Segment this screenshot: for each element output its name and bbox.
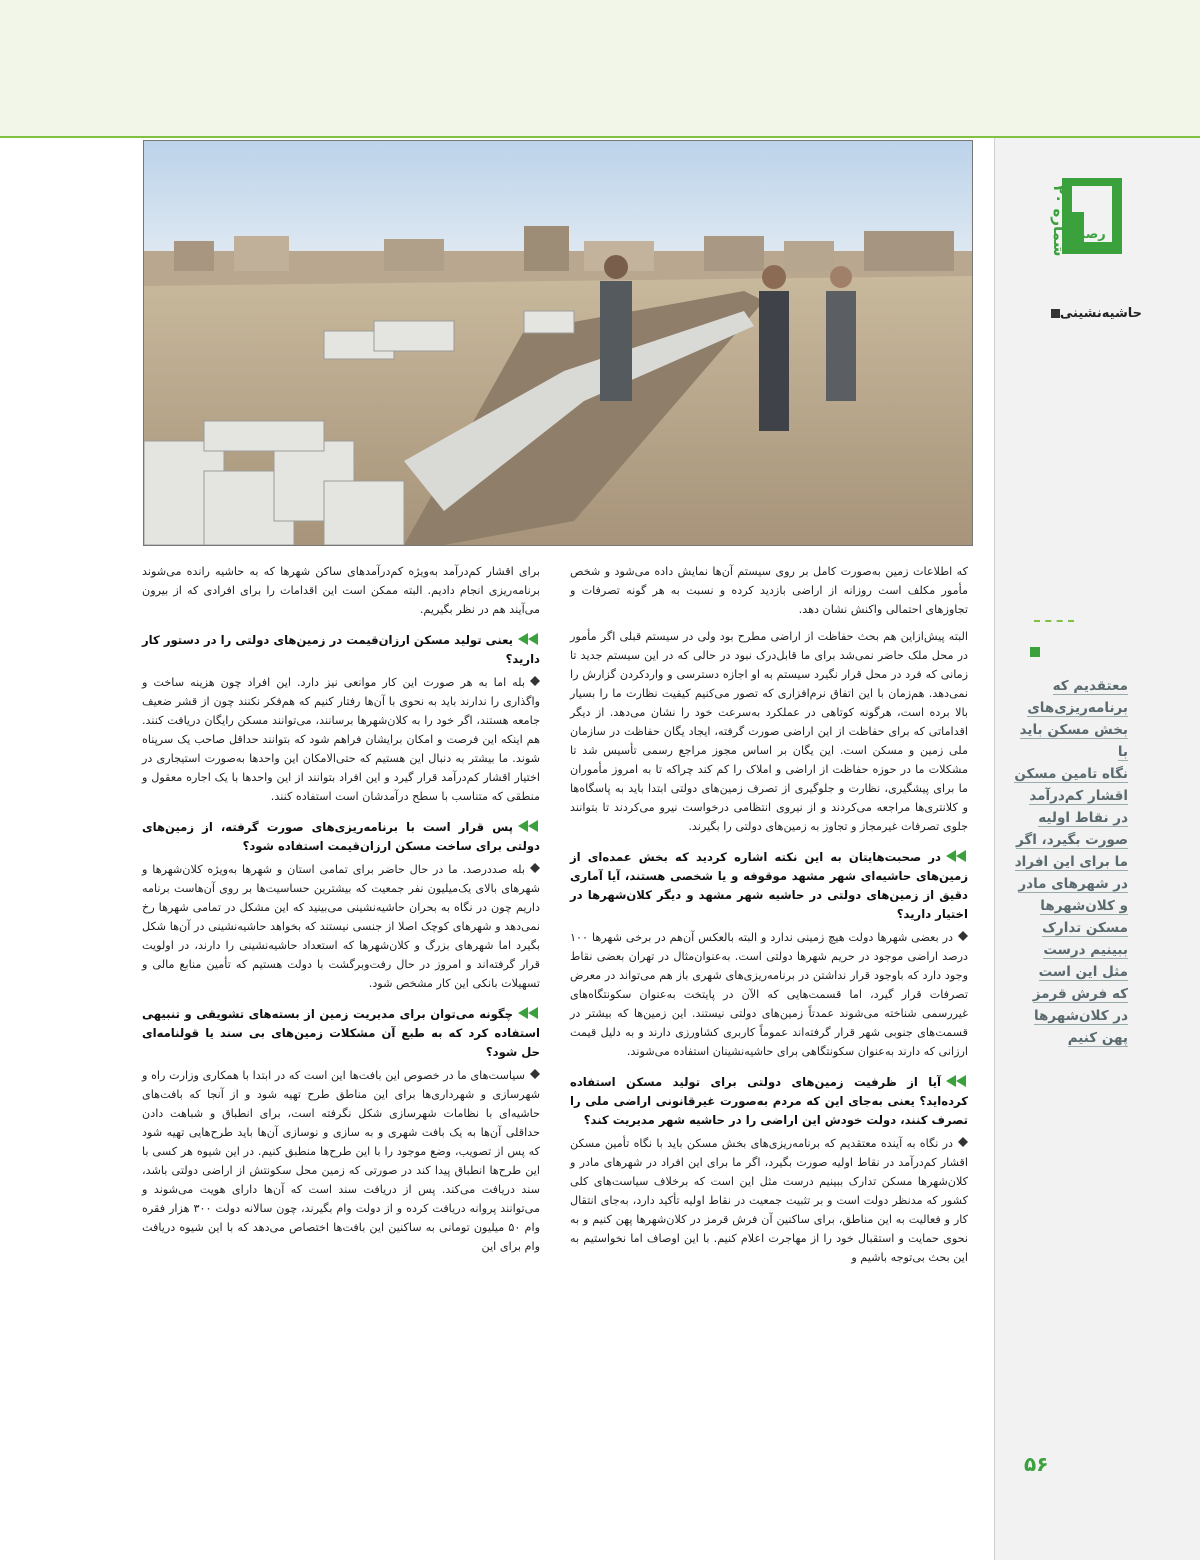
pull-quote-line: و کلان‌شهرها (1040, 898, 1128, 914)
square-bullet-icon (1030, 647, 1040, 657)
pull-quote-line: در نقاط اولیه (1038, 810, 1128, 826)
pull-quote-divider (1034, 620, 1074, 624)
paragraph: البته پیش‌ازاین هم بحث حفاظت از اراضی مطرح بود ولی در سیستم قبلی اگر مأمور در محل ملک حاضر نمی‌شد برای ما قابل‌درک نبود در حالی که در این سیستم جدید تا زمانی که فرد در محل قرار نگیرد سیستم به او اجازه دسترسی و وارد‌کردن گزارش را نمی‌دهد. هم‌زمان با این اتفاق نرم‌افزاری که تصور می‌کنیم کیفیت نظارت ما را بسیار بالا برده است، هرگونه کوتاهی در عملکرد به‌سرعت خود را نشان می‌دهد. از دیگر اقداماتی که برای حفاظت از این اراضی صورت گرفته، ایجاد یگان حفاظت در سازمان ملی زمین و مسکن است. این یگان بر اساس مجوز مراجع رسمی تأسیس شد تا مشکلات ما در حوزه حفاظت از اراضی و املاک را کم کند چراکه تا به امروز مأموران ما برای پیشگیری، نظارت و جلوگیری از تصرف زمین‌های دولتی ابتدا باید به پاسگاه‌ها و کلانتری‌ها مراجعه می‌کردند و از نیروی انتظامی درخواست نیرو می‌کردند تا بتوانند جلوی تصرفات غیرمجاز و تجاوز به زمین‌های دولتی را بگیرند. (570, 630, 968, 833)
paragraph: که اطلاعات زمین به‌صورت کامل بر روی سیستم آن‌ها نمایش داده می‌شود و شخص مأمور مکلف است روزانه از اراضی بازدید کرده و نسبت به هر گونه تصرفات و تجاوزهای احتمالی واکنش نشان دهد. (570, 565, 968, 616)
page-number: ۵۶ (1024, 1452, 1049, 1476)
interview-answer: سیاست‌های ما در خصوص این بافت‌ها این است که در ابتدا با همکاری وزارت راه و شهرسازی و شهرداری‌ها برای این مناطق طرح تهیه شود و از آنجا که بافت‌های حاشیه‌ای با نظامات شهرسازی شکل نگرفته است، برای انطباق و شباهت دادن حداقلی آن‌ها به یک بافت شهری و به سازی و نوسازی آن‌ها باید طرح‌هایی تهیه شود که پس از تصویب، وضع موجود را با این طرح‌ها منطبق کنیم. در این شیوه هر کسی با این طرح‌ها انطباق پیدا کند در صورتی که زمین محل سکونتش از اراضی دولتی باشد، سند دریافت می‌کند. پس از دریافت سند است که آن‌ها دارای هویت می‌شوند و می‌توانند پروانه دریافت کرده و از دولت وام بگیرند، چون سالانه دولت ۳۰۰ هزار فقره وام ۵۰ میلیون تومانی به ساکنین این بافت‌ها اختصاص می‌دهد که با این شیوه دریافت وام برای این (142, 1069, 540, 1253)
pull-quote-line: ما برای این افراد (1014, 854, 1128, 870)
article-column-right (570, 562, 968, 1275)
answer-diamond-icon (958, 1137, 968, 1147)
pull-quote-line: بخش مسکن باید با (1019, 722, 1128, 760)
pull-quote-line: صورت بگیرد، اگر (1015, 832, 1128, 848)
square-bullet-icon (1051, 309, 1060, 318)
pull-quote-line: نگاه تامین مسکن (1014, 766, 1128, 782)
question-arrow-icon (518, 1007, 540, 1019)
interview-answer: در نگاه به آینده معتقدیم که برنامه‌ریزی‌های بخش مسکن باید با نگاه تأمین مسکن اقشار کم‌درآمد در نقاط اولیه صورت بگیرد، اگر ما برای این افراد در شهرهای مادر و کلان‌شهرها مسکن تدارک ببینیم درست مثل این است که برخلاف سیاست‌های کلی کشور که مدنظر دولت است و بر تثبیت جمعیت در نقاط اولیه تأکید دارد، به‌جای انتقال کار و فعالیت به این مناطق، برای ساکنین آن فرش قرمز در کلان‌شهرها پهن کنیم و به نحوی حمایت و استقبال خود را از مهاجرت اعلام کنیم. با این اوصاف اما نخواستیم به این بحث بی‌توجه باشیم و (570, 1137, 968, 1264)
interview-answer: در بعضی شهرها دولت هیچ زمینی ندارد و البته بالعکس آن‌هم در برخی شهرها ۱۰۰ درصد اراضی موجود در حریم شهرها دولتی است. به‌عنوان‌مثال در تهران بعضی نقاط وجود دارد که باوجود قرار نداشتن در برنامه‌ریزی‌های شهری باز هم می‌تواند در معرض تصرفات قرار گیرد، اما قسمت‌هایی که الآن در پایتخت به‌عنوان سکونتگاه‌های غیررسمی شناخته می‌شوند عمدتاً زمین‌های دولتی نیستند. این زمین‌ها که بیشتر در قسمت‌های جنوبی شهر قرار گرفته‌اند عموماً کاربری کشاورزی دارند و به دلیل قیمت ارزانی که دارند به‌عنوان سکونتگاهی برای حاشیه‌نشینان استفاده می‌شوند. (570, 931, 968, 1058)
pull-quote-line: برنامه‌ریزی‌های (1027, 700, 1128, 716)
paragraph: برای اقشار کم‌درآمد به‌ویژه کم‌درآمدهای ساکن شهرها که به حاشیه رانده می‌شوند برنامه‌ریزی انجام دادیم. البته ممکن است این اقدامات را برای افرادی که از بیرون می‌آیند هم در نظر بگیریم. (142, 565, 540, 616)
magazine-logo-icon (1062, 178, 1122, 254)
article-photo (143, 140, 973, 546)
question-arrow-icon (946, 1075, 968, 1087)
pull-quote-line: در شهرهای مادر (1018, 876, 1128, 892)
sidebar-divider (994, 138, 995, 1560)
pull-quote-line: ببینیم درست (1043, 942, 1128, 958)
interview-answer: بله صد‌در‌صد. ما در حال حاضر برای تمامی استان و شهرها به‌ویژه کلان‌شهرها و شهرهای بالای یک‌میلیون نفر جمعیت که بیشترین حساسیت‌ها بر روی آن‌هاست برنامه داریم چون در نگاه به بحران حاشیه‌نشینی می‌بینید که این مشکل در تمامی شهرها رخ نمی‌دهد و شهرهای کوچک اصلا از جنسی نیستند که بخواهد حاشیه‌نشینی در آن‌ها شکل بگیرد اما شهرهای بزرگ و کلان‌شهرها که استعداد حاشیه‌نشینی را دارند، در اولویت قرار گرفته‌اند و امروز در حال رفت‌وبرگشت با دولت هستیم که تأمین منابع مالی و تسهیلات بانکی این کار مشخص شود. (142, 863, 540, 990)
interview-answer: بله اما به هر صورت این کار موانعی نیز دارد. این افراد چون هزینه ساخت و واگذاری را ندارند باید به نحوی با آن‌ها رفتار کنیم که هم‌فکر نکنند چون از قشر ضعیف جامعه هستند، اگر خود را به کلان‌شهرها برسانند، می‌توانند مسکن رایگان دریافت کنند. هم اینکه این فرصت و امکان برایشان فراهم شود که بتوانند حداقل صاحب یک سرپناه شوند. ما بیشتر به دنبال این هستیم که حتی‌الامکان این واحدها به‌صورت استیجاری در اختیار اقشار کم‌درآمد قرار گیرد و این افراد بتوانند از این واحدها با یک اجاره معقول و منطقی که متناسب با سطح درآمدشان است استفاده کنند. (142, 676, 540, 803)
interview-question: آیا از ظرفیت زمین‌های دولتی برای تولید مسکن استفاده کرده‌اید؟ یعنی به‌جای این که مردم به‌صورت غیرقانونی اراضی ملی را تصرف کنند، دولت خودش این اراضی را در حاشیه شهر مدیریت کند؟ (570, 1075, 968, 1127)
pull-quote-line: مثل این است (1038, 964, 1128, 980)
interview-question: یعنی تولید مسکن ارزان‌قیمت در زمین‌های دولتی را در دستور کار دارید؟ (142, 633, 540, 666)
question-arrow-icon (518, 633, 540, 645)
logo-text: رصد (1078, 227, 1106, 242)
pull-quote (1010, 675, 1128, 1049)
pull-quote-line: اقشار کم‌درآمد (1029, 788, 1128, 804)
answer-diamond-icon (530, 863, 540, 873)
question-arrow-icon (518, 820, 540, 832)
answer-diamond-icon (530, 676, 540, 686)
interview-question: در صحبت‌هایتان به این نکته اشاره کردید که بخش عمده‌ای از زمین‌های حاشیه‌ای شهر مشهد موقوفه و یا شخصی هستند، آیا آماری دقیق از زمین‌های دولتی در حاشیه شهر مشهد و دیگر کلان‌شهرها در اختیار دارید؟ (570, 850, 968, 921)
section-label (992, 306, 1142, 321)
interview-question: پس قرار است با برنامه‌ریزی‌های صورت گرفته، از زمین‌های دولتی برای ساخت مسکن ارزان‌قیمت استفاده شود؟ (142, 820, 540, 853)
interview-question: چگونه می‌توان برای مدیریت زمین از بسته‌های تشویقی و تنبیهی استفاده کرد که به طبع آن مشکلات زمین‌های بی سند یا قولنامه‌ای حل شود؟ (142, 1007, 540, 1059)
pull-quote-line: در کلان‌شهرها (1033, 1008, 1128, 1024)
answer-diamond-icon (530, 1069, 540, 1079)
construction-site-photo (144, 141, 972, 545)
pull-quote-line: معتقدیم که (1052, 678, 1128, 694)
article-column-left (142, 562, 540, 1264)
question-arrow-icon (946, 850, 968, 862)
issue-label: شماره ۲۰ (1050, 184, 1068, 256)
answer-diamond-icon (958, 931, 968, 941)
section-label-text: حاشیه‌نشینی (1059, 306, 1142, 321)
pull-quote-line: که فرش قرمز (1032, 986, 1128, 1002)
pull-quote-line: مسکن تدارک (1042, 920, 1128, 936)
top-band (0, 0, 1200, 137)
pull-quote-line: پهن کنیم (1067, 1030, 1128, 1046)
